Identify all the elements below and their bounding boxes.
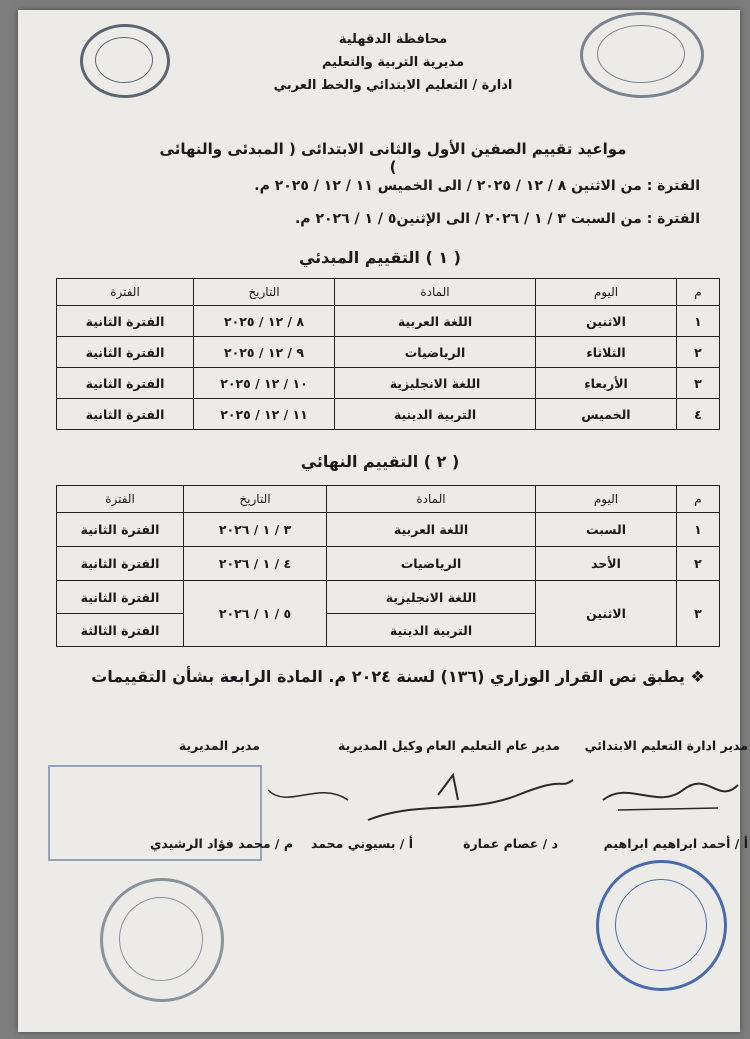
sig-name-ahmed: أ / أحمد ابراهيم ابراهيم [603,836,748,851]
cell-subject: اللغة الانجليزية [327,581,536,614]
cell-date: ٥ / ١ / ٢٠٢٦ [184,581,327,647]
sig-title-primary-director: مدير ادارة التعليم الابتدائي [584,738,748,753]
col-day: اليوم [536,279,677,306]
cell-date: ١١ / ١٢ / ٢٠٢٥ [194,399,335,430]
header-directorate: مديرية التربية والتعليم [321,55,465,70]
cell-day: الخميس [536,399,677,430]
cell-date: ٣ / ١ / ٢٠٢٦ [184,513,327,547]
cell-day: الأربعاء [536,368,677,399]
table-row [57,306,720,337]
section-final-title: ( ٢ ) التقييم النهائي [300,452,460,471]
cell-period: الفترة الثانية [57,306,194,337]
sig-name-basyouni: أ / بسيوني محمد [311,836,413,851]
col-num: م [677,486,720,513]
cell-num: ٣ [677,368,720,399]
col-period: الفترة [57,486,184,513]
ministerial-decree-note: ❖ يطبق نص القرار الوزاري (١٣٦) لسنة ٢٠٢٤ م. المادة الرابعة بشأن التقييمات [91,667,705,686]
period-line-1: الفترة : من الاثنين ٨ / ١٢ / ٢٠٢٥ / الى الخميس ١١ / ١٢ / ٢٠٢٥ م. [254,178,700,194]
table-row [57,581,720,614]
document-sheet [18,10,748,1032]
table-row [57,368,720,399]
header-governorate: محافظة الدقهلية [338,32,448,47]
cell-num: ١ [677,513,720,547]
cell-num: ٢ [677,337,720,368]
header-administration: ادارة / التعليم الابتدائي والخط العربي [273,78,513,93]
col-day: اليوم [536,486,677,513]
stamp-seal-right [596,860,727,991]
cell-day: الاثنين [536,581,677,647]
cell-period: الفترة الثانية [57,399,194,430]
cell-num: ٢ [677,547,720,581]
cell-period: الفترة الثانية [57,513,184,547]
table-row [57,337,720,368]
initial-assessment-table [56,278,720,430]
section-initial-title: ( ١ ) التقييم المبدئي [298,248,461,267]
cell-period: الفترة الثانية [57,581,184,614]
table-row [57,513,720,547]
cell-period: الفترة الثانية [57,547,184,581]
cell-period: الفترة الثانية [57,368,194,399]
sig-title-directorate-director: مدير المديرية [178,738,260,753]
sig-name-essam: د / عصام عمارة [463,836,558,851]
cell-subject: الرياضيات [327,547,536,581]
cell-num: ٣ [677,581,720,647]
final-assessment-table [56,485,720,647]
cell-day: السبت [536,513,677,547]
document-title: مواعيد تقييم الصفين الأول والثانى الابتدائى ( المبدئى والنهائى ) [159,140,627,176]
cell-period: الفترة الثانية [57,337,194,368]
cell-date: ٨ / ١٢ / ٢٠٢٥ [194,306,335,337]
cell-day: الأحد [536,547,677,581]
directorate-logo-seal [80,24,170,98]
ministry-seal [580,12,704,98]
sig-name-mohamed: م / محمد فؤاد الرشيدي [149,836,293,851]
cell-date: ٤ / ١ / ٢٠٢٦ [184,547,327,581]
col-subject: المادة [335,279,536,306]
cell-day: الثلاثاء [536,337,677,368]
stamp-seal-left [100,878,224,1002]
col-period: الفترة [57,279,194,306]
sig-title-general-director: مدير عام التعليم العام [426,738,560,753]
cell-num: ٤ [677,399,720,430]
col-num: م [677,279,720,306]
cell-subject: الرياضيات [335,337,536,368]
sig-title-deputy: وكيل المديرية [338,738,423,753]
cell-subject: التربية الدينية [335,399,536,430]
cell-date: ١٠ / ١٢ / ٢٠٢٥ [194,368,335,399]
table-row [57,399,720,430]
cell-subject: اللغة العربية [327,513,536,547]
cell-subject: التربية الدينية [327,614,536,647]
period-line-2: الفترة : من السبت ٣ / ١ / ٢٠٢٦ / الى الإثنين٥ / ١ / ٢٠٢٦ م. [294,211,700,227]
col-subject: المادة [327,486,536,513]
cell-subject: اللغة الانجليزية [335,368,536,399]
col-date: التاريخ [184,486,327,513]
cell-subject: اللغة العربية [335,306,536,337]
cell-num: ١ [677,306,720,337]
cell-period: الفترة الثالثة [57,614,184,647]
table-row [57,547,720,581]
cell-day: الاثنين [536,306,677,337]
header-block [233,28,553,97]
cell-date: ٩ / ١٢ / ٢٠٢٥ [194,337,335,368]
col-date: التاريخ [194,279,335,306]
